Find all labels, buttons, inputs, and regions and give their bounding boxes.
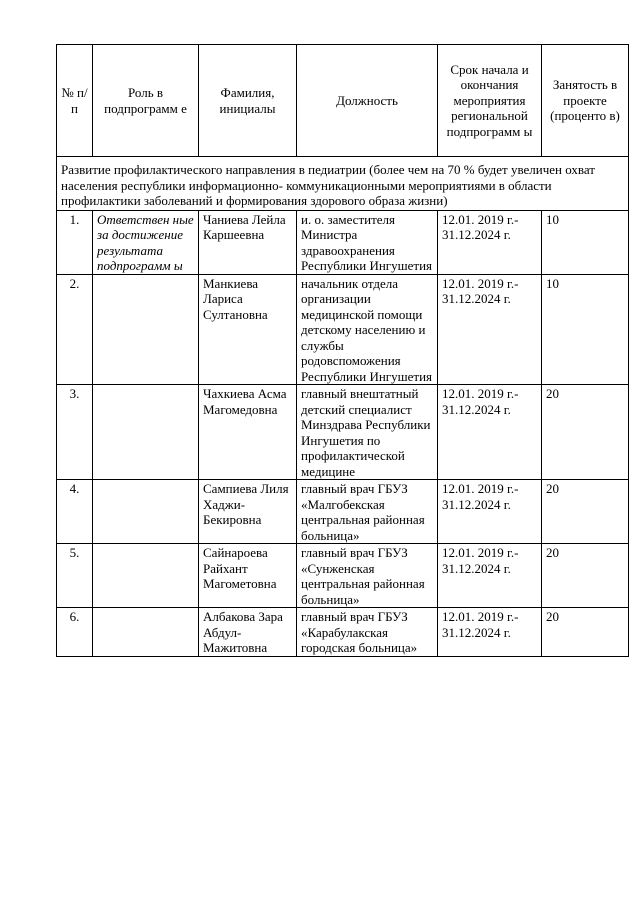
header-period: Срок начала и окончания мероприятия региональной подпрограмм ы [438,45,542,157]
row-name: Манкиева Лариса Султановна [199,274,297,385]
table-row [57,210,629,274]
row-num: 2. [57,274,93,385]
row-role [93,274,199,385]
row-name: Сампиева Лиля Хаджи-Бекировна [199,480,297,544]
row-period: 12.01. 2019 г.- 31.12.2024 г. [438,544,542,608]
row-position: главный внештатный детский специалист Минздрава Республики Ингушетия по профилактической медицине [297,385,438,480]
row-position: начальник отдела организации медицинской помощи детскому населению и службы родовспоможения Республики Ингушетия [297,274,438,385]
table-row [57,274,629,385]
section-title: Развитие профилактического направления в педиатрии (более чем на 70 % будет увеличен охват населения республики информационно- коммуникационными мероприятиями в области профилактики заболеваний и формирования здорового образа жизни) [57,157,629,211]
row-role [93,544,199,608]
row-role [93,608,199,657]
row-role [93,480,199,544]
row-name: Албакова Зара Абдул-Мажитовна [199,608,297,657]
row-period: 12.01. 2019 г.- 31.12.2024 г. [438,210,542,274]
row-position: главный врач ГБУЗ «Карабулакская городская больница» [297,608,438,657]
row-employment: 10 [542,274,629,385]
section-row [57,157,629,211]
table-row [57,544,629,608]
row-period: 12.01. 2019 г.- 31.12.2024 г. [438,385,542,480]
row-period: 12.01. 2019 г.- 31.12.2024 г. [438,608,542,657]
header-num: № п/п [57,45,93,157]
row-employment: 20 [542,385,629,480]
row-employment: 20 [542,480,629,544]
row-name: Чахкиева Асма Магомедовна [199,385,297,480]
row-name: Сайнароева Райхант Магометовна [199,544,297,608]
row-num: 4. [57,480,93,544]
header-name: Фамилия, инициалы [199,45,297,157]
table-header-row [57,45,629,157]
row-name: Чаниева Лейла Каршеевна [199,210,297,274]
row-position: и. о. заместителя Министра здравоохранения Республики Ингушетия [297,210,438,274]
row-num: 1. [57,210,93,274]
table-row [57,385,629,480]
row-period: 12.01. 2019 г.- 31.12.2024 г. [438,274,542,385]
row-position: главный врач ГБУЗ «Сунженская центральная районная больница» [297,544,438,608]
row-num: 6. [57,608,93,657]
row-employment: 20 [542,544,629,608]
row-position: главный врач ГБУЗ «Малгобекская центральная районная больница» [297,480,438,544]
table-row [57,608,629,657]
row-employment: 20 [542,608,629,657]
table-row [57,480,629,544]
row-role: Ответствен ные за достижение результата подпрограмм ы [93,210,199,274]
row-num: 3. [57,385,93,480]
row-role [93,385,199,480]
row-period: 12.01. 2019 г.- 31.12.2024 г. [438,480,542,544]
row-num: 5. [57,544,93,608]
participants-table [56,44,629,657]
header-role: Роль в подпрограмм е [93,45,199,157]
row-employment: 10 [542,210,629,274]
header-position: Должность [297,45,438,157]
header-employment: Занятость в проекте (проценто в) [542,45,629,157]
